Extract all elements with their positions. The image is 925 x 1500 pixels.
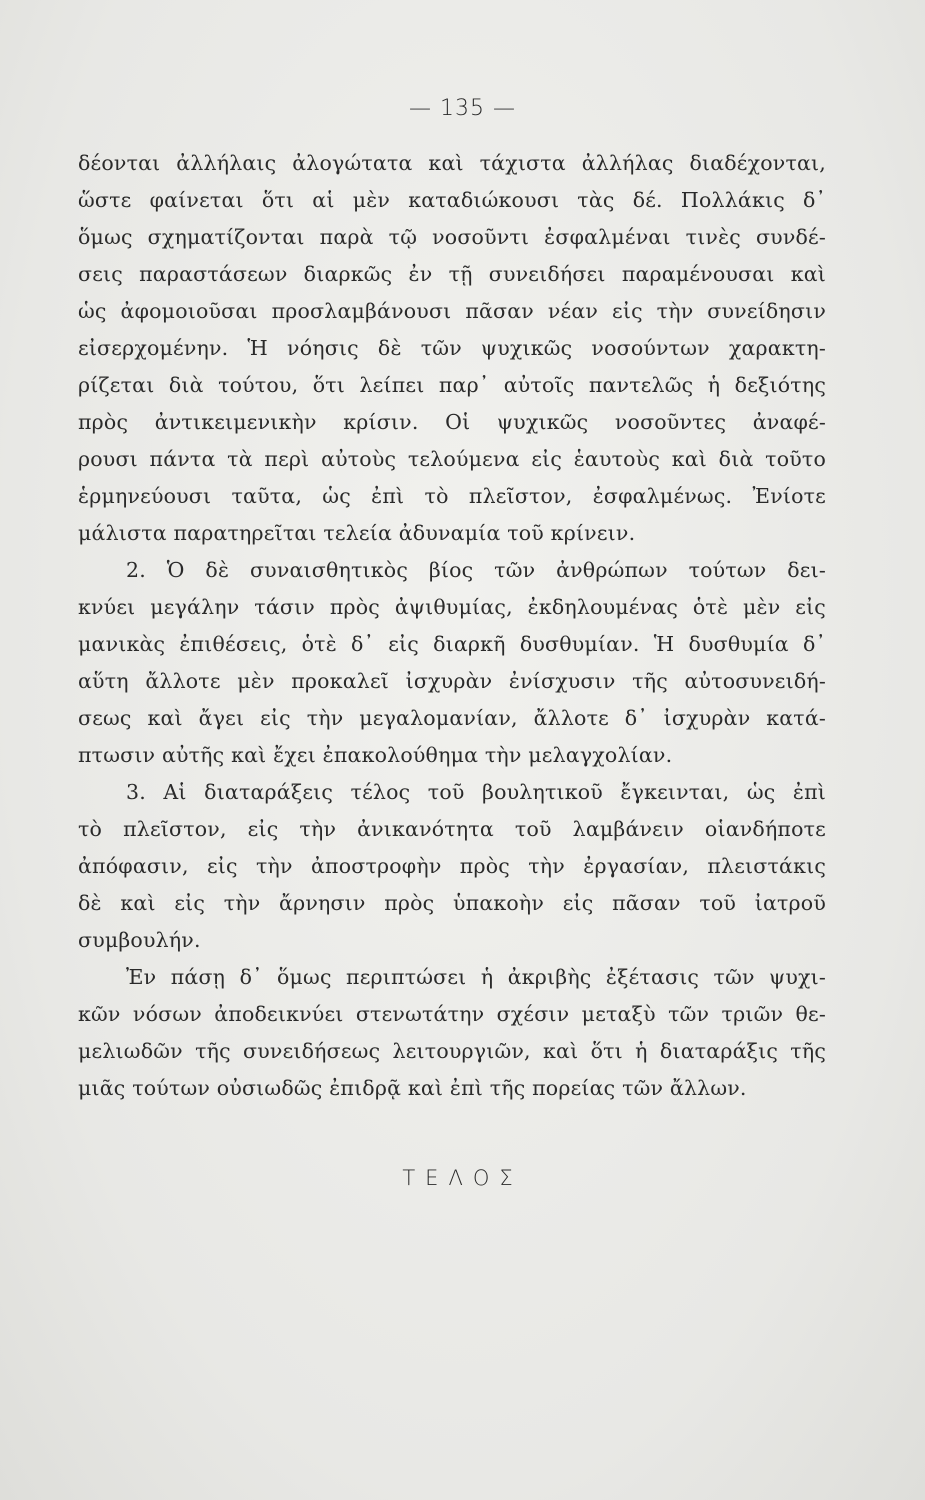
text-line: ρουσι πάντα τὰ περὶ αὐτοὺς τελούμενα εἰς ἑαυτοὺς καὶ διὰ τοῦτο: [78, 447, 826, 471]
text-line: κῶν νόσων ἀποδεικνύει στενωτάτην σχέσιν μεταξὺ τῶν τριῶν θε-: [78, 1002, 826, 1026]
text-line: μιᾶς τούτων οὐσιωδῶς ἐπιδρᾷ καὶ ἐπὶ τῆς πορείας τῶν ἄλλων.: [78, 1076, 747, 1100]
text-line: ὅμως σχηματίζονται παρὰ τῷ νοσοῦντι ἐσφαλμέναι τινὲς συνδέ-: [78, 225, 826, 249]
text-line: συμβουλήν.: [78, 928, 201, 952]
text-line: εἰσερχομένην. Ἡ νόησις δὲ τῶν ψυχικῶς νοσούντων χαρακτη-: [78, 336, 826, 360]
text-line: κνύει μεγάλην τάσιν πρὸς ἀψιθυμίας, ἐκδηλουμένας ὁτὲ μὲν εἰς: [78, 595, 826, 619]
text-line: αὕτη ἄλλοτε μὲν προκαλεῖ ἰσχυρὰν ἐνίσχυσιν τῆς αὐτοσυνειδή-: [78, 669, 826, 693]
text-line: σεως καὶ ἄγει εἰς τὴν μεγαλομανίαν, ἄλλοτε δ᾿ ἰσχυρὰν κατά-: [78, 706, 826, 730]
page-number: — 135 —: [409, 96, 516, 121]
text-line: 3. Αἱ διαταράξεις τέλος τοῦ βουλητικοῦ ἔγκεινται, ὡς ἐπὶ: [126, 780, 826, 804]
text-line: τὸ πλεῖστον, εἰς τὴν ἀνικανότητα τοῦ λαμβάνειν οἱανδήποτε: [78, 817, 826, 841]
text-line: πρὸς ἀντικειμενικὴν κρίσιν. Οἱ ψυχικῶς νοσοῦντες ἀναφέ-: [78, 410, 826, 434]
text-line: μανικὰς ἐπιθέσεις, ὁτὲ δ᾿ εἰς διαρκῆ δυσθυμίαν. Ἡ δυσθυμία δ᾿: [78, 632, 826, 656]
text-line: ὡς ἀφομοιοῦσαι προσλαμβάνουσι πᾶσαν νέαν εἰς τὴν συνείδησιν: [78, 299, 826, 323]
text-line: μάλιστα παρατηρεῖται τελεία ἀδυναμία τοῦ κρίνειν.: [78, 521, 636, 545]
text-line: ἀπόφασιν, εἰς τὴν ἀποστροφὴν πρὸς τὴν ἐργασίαν, πλειστάκις: [78, 854, 826, 878]
body-text: [78, 145, 826, 1107]
text-line: σεις παραστάσεων διαρκῶς ἐν τῇ συνειδήσει παραμένουσαι καὶ: [78, 262, 826, 286]
text-line: δὲ καὶ εἰς τὴν ἄρνησιν πρὸς ὑπακοὴν εἰς πᾶσαν τοῦ ἰατροῦ: [78, 891, 826, 915]
text-line: ἑρμηνεύουσι ταῦτα, ὡς ἐπὶ τὸ πλεῖστον, ἐσφαλμένως. Ἐνίοτε: [78, 484, 826, 508]
end-mark: ΤΕΛΟΣ: [402, 1166, 523, 1190]
text-line: μελιωδῶν τῆς συνειδήσεως λειτουργιῶν, καὶ ὅτι ἡ διαταράξις τῆς: [78, 1039, 826, 1063]
text-line: Ἐν πάσῃ δ᾿ ὅμως περιπτώσει ἡ ἀκριβὴς ἐξέτασις τῶν ψυχι-: [126, 965, 826, 989]
text-line: ρίζεται διὰ τούτου, ὅτι λείπει παρ᾿ αὐτοῖς παντελῶς ἡ δεξιότης: [78, 373, 826, 397]
text-line: πτωσιν αὐτῆς καὶ ἔχει ἐπακολούθημα τὴν μελαγχολίαν.: [78, 743, 673, 767]
text-line: 2. Ὁ δὲ συναισθητικὸς βίος τῶν ἀνθρώπων τούτων δει-: [126, 558, 826, 582]
text-line: ὥστε φαίνεται ὅτι αἱ μὲν καταδιώκουσι τὰς δέ. Πολλάκις δ᾿: [78, 188, 826, 212]
text-line: δέονται ἀλλήλαις ἀλογώτατα καὶ τάχιστα ἀλλήλας διαδέχονται,: [78, 151, 826, 175]
